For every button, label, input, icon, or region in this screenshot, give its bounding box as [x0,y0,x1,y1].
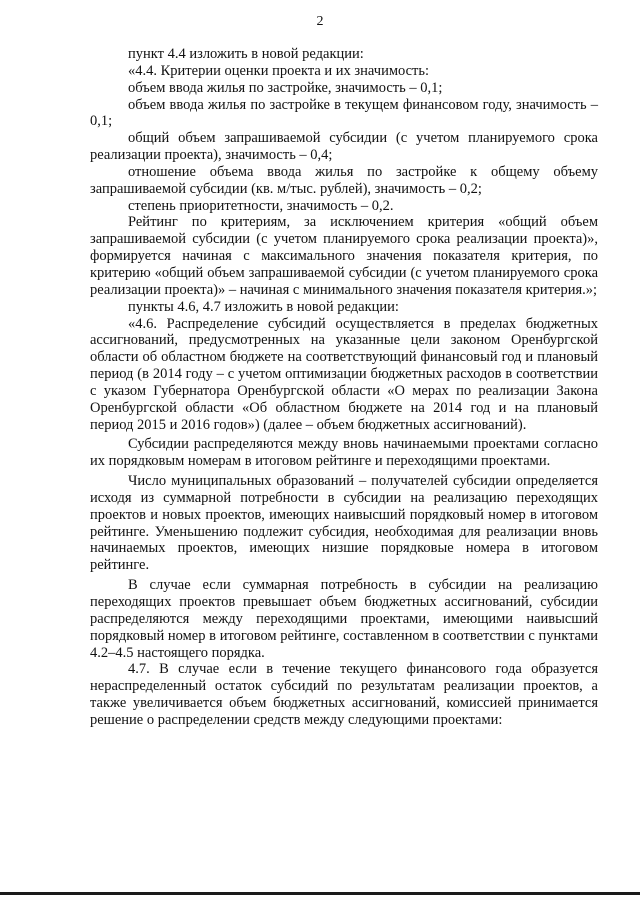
page-number: 2 [316,14,324,29]
paragraph-rating-rules: Рейтинг по критериям, за исключением критерия «общий объем запрашиваемой субсидии (с учетом планируемого срока реализации проекта)», формируется начиная с максимального значения показателя критерия, по критерию «общий объем запрашиваемой субсидии (с учетом планируемого срока реализации проекта)» – начиная с минимального значения показателя критерия.»; [90,214,598,298]
paragraph-demand-exceeds: В случае если суммарная потребность в субсидии на реализацию переходящих проектов превышает объем бюджетных ассигнований, субсидии распределяются между переходящими проектами, имеющими наивысший порядковый номер в итоговом рейтинге, составленном в соответствии с пунктами 4.2–4.5 настоящего порядка. [90,577,598,661]
scan-bottom-edge [0,892,640,895]
document-body [90,46,598,729]
paragraph-criterion-subsidy-volume: общий объем запрашиваемой субсидии (с учетом планируемого срока реализации проекта), значимость – 0,4; [90,130,598,164]
paragraph-subsidy-allocation: Субсидии распределяются между вновь начинаемыми проектами согласно их порядковым номерам в итоговом рейтинге и переходящими проектами. [90,436,598,470]
paragraph-4-6-distribution: «4.6. Распределение субсидий осуществляется в пределах бюджетных ассигнований, предусмотренных на указанные цели законом Оренбургской области об областном бюджете на соответствующий финансовый год и плановый период (в 2014 году – с учетом оптимизации бюджетных расходов в соответствии с указом Губернатора Оренбургской области «О мерах по реализации Закона Оренбургской области «Об областном бюджете на 2014 год и на плановый период 2015 и 2016 годов») (далее – объем бюджетных ассигнований). [90,315,598,433]
paragraph-criterion-housing-volume: объем ввода жилья по застройке, значимость – 0,1; [128,79,443,96]
paragraph-amend-4-4: пункт 4.4 изложить в новой редакции: [128,46,364,62]
paragraph-criterion-priority: степень приоритетности, значимость – 0,2. [128,197,394,214]
paragraph-4-7-remainder: 4.7. В случае если в течение текущего финансового года образуется нераспределенный остаток субсидий по результатам реализации проектов, а также увеличивается объем бюджетных ассигнований, комиссией принимается решение о распределении средств между следующими проектами: [90,661,598,728]
paragraph-amend-4-6-4-7: пункты 4.6, 4.7 изложить в новой редакции: [128,298,399,315]
paragraph-criterion-ratio: отношение объема ввода жилья по застройке к общему объему запрашиваемой субсидии (кв. м/тыс. рублей), значимость – 0,2; [90,163,598,197]
paragraph-recipients-count: Число муниципальных образований – получателей субсидии определяется исходя из суммарной потребности в субсидии на реализацию переходящих проектов и новых проектов, имеющих наивысший порядковый номер в итоговом рейтинге. Уменьшению подлежит субсидия, необходимая для реализации вновь начинаемых проектов, имеющих низшие порядковые номера в итоговом рейтинге. [90,473,598,574]
paragraph-criteria-heading: «4.4. Критерии оценки проекта и их значимость: [128,62,430,79]
paragraph-criterion-housing-current-year: объем ввода жилья по застройке в текущем финансовом году, значимость – 0,1; [90,96,598,130]
